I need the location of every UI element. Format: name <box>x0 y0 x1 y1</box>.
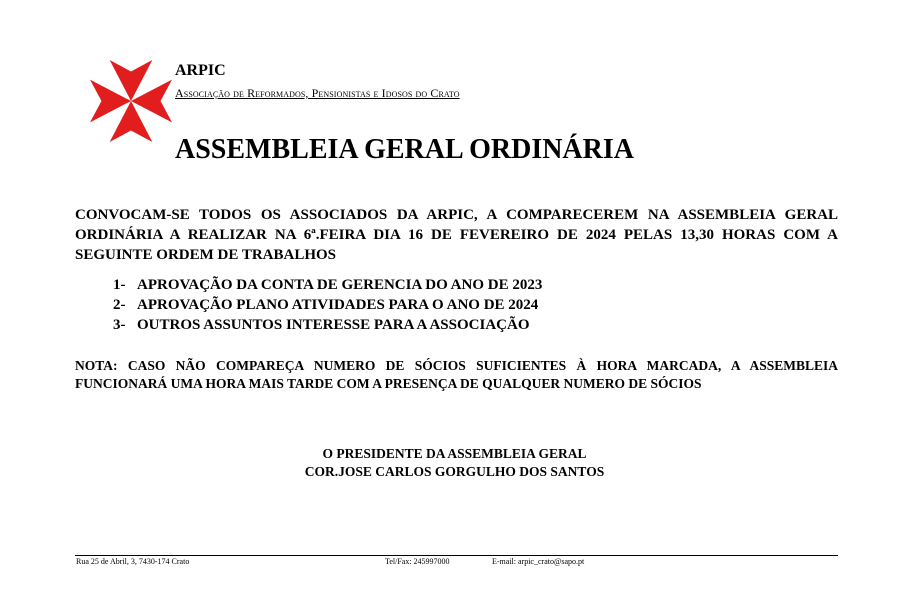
org-name: ARPIC <box>175 62 226 79</box>
maltese-cross-icon <box>88 60 174 142</box>
footer-telfax: Tel/Fax: 245997000 <box>385 557 450 566</box>
list-item <box>113 275 542 295</box>
footer-divider <box>75 555 838 556</box>
signature-role: O PRESIDENTE DA ASSEMBLEIA GERAL <box>322 446 587 461</box>
note-text: NOTA: CASO NÃO COMPAREÇA NUMERO DE SÓCIOS SUFICIENTES À HORA MARCADA, A ASSEMBLEIA FUNCIONARÁ UMA HORA MAIS TARDE COM A PRESENÇA DE QUALQUER NUMERO DE SÓCIOS <box>75 358 838 391</box>
agenda-number: 3- <box>113 317 126 333</box>
footer-address: Rua 25 de Abril, 3, 7430-174 Crato <box>76 557 190 566</box>
agenda-text: APROVAÇÃO PLANO ATIVIDADES PARA O ANO DE 2024 <box>137 297 539 313</box>
signature-name: COR.JOSE CARLOS GORGULHO DOS SANTOS <box>304 464 605 479</box>
agenda-list <box>113 275 542 335</box>
agenda-text: APROVAÇÃO DA CONTA DE GERENCIA DO ANO DE 2023 <box>137 277 543 293</box>
org-full-name: Associação de Reformados, Pensionistas e Idosos do Crato <box>175 86 460 100</box>
agenda-text: OUTROS ASSUNTOS INTERESSE PARA A ASSOCIAÇÃO <box>137 317 530 333</box>
agenda-number: 1- <box>113 277 126 293</box>
page-title: ASSEMBLEIA GERAL ORDINÁRIA <box>175 134 634 165</box>
agenda-number: 2- <box>113 297 126 313</box>
convocation-text: CONVOCAM-SE TODOS OS ASSOCIADOS DA ARPIC, A COMPARECEREM NA ASSEMBLEIA GERAL ORDINÁRIA A REALIZAR NA 6ª.FEIRA DIA 16 DE FEVEREIRO DE 2024 PELAS 13,30 HORAS COM A SEGUINTE ORDEM DE TRABALHOS <box>75 207 838 263</box>
list-item <box>113 295 542 315</box>
footer-email: E-mail: arpic_crato@sapo.pt <box>492 557 585 566</box>
list-item <box>113 315 542 335</box>
